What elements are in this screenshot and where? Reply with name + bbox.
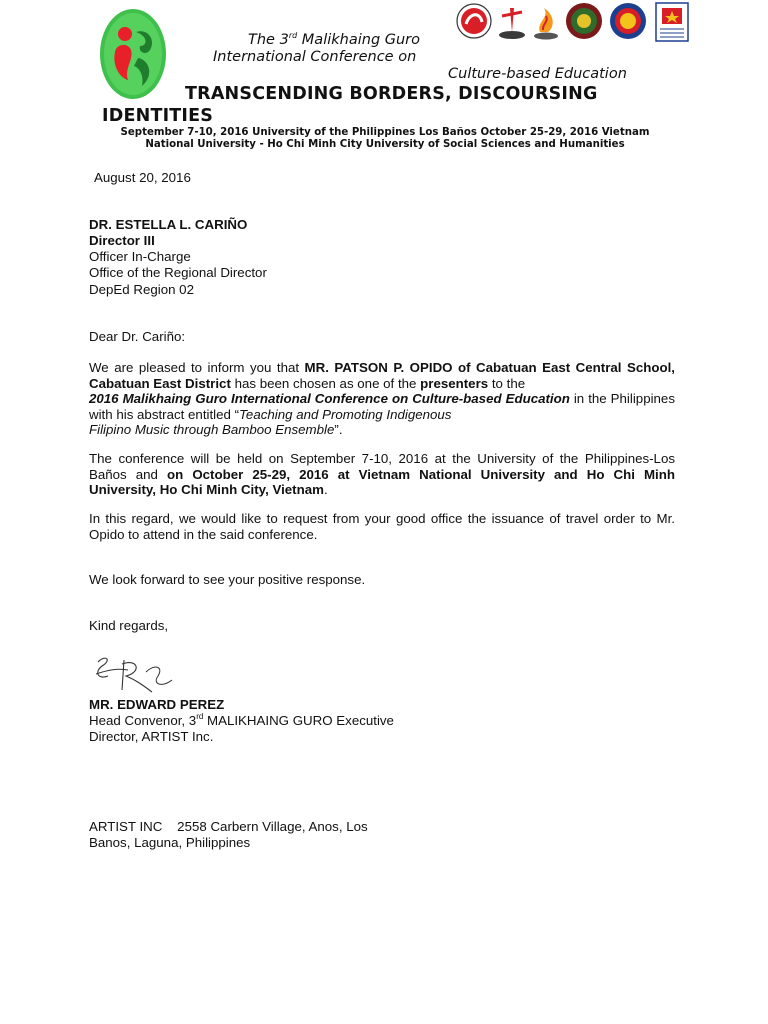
artist-inc-seal-icon [457, 4, 491, 38]
sender-role-line-2: Director, ARTIST Inc. [89, 729, 214, 744]
recipient-title: Director III [89, 233, 155, 248]
recipient-name: DR. ESTELLA L. CARIÑO [89, 217, 248, 232]
asean-seal-icon [610, 3, 646, 39]
paragraph-3: In this regard, we would like to request from your good office the issuance of travel order to Mr. Opido to attend in the said conference. [89, 511, 675, 542]
flame-emblem-icon [534, 8, 558, 40]
closing: Kind regards, [89, 618, 169, 633]
paragraph-1: We are pleased to inform you that MR. PATSON P. OPIDO of Cabatuan East Central School, Cabatuan East District has been chosen as one of the presenters to the 2016 Malikhaing Guro International Conference on Culture-based Education in the Philippines with his abstract entitled “Teaching and Promoting Indigenous Filipino Music through Bamboo Ensemble”. [89, 360, 675, 437]
address-line-1: ARTIST INC 2558 Carbern Village, Anos, Los [89, 819, 368, 834]
malikhaing-guro-logo-icon [98, 6, 168, 102]
dancer-emblem-icon [499, 8, 525, 39]
main-title-line-1: TRANSCENDING BORDERS, DISCOURSING [185, 84, 598, 104]
university-seal-icon [566, 3, 602, 39]
vietnam-university-seal-icon [656, 3, 688, 41]
sender-name: MR. EDWARD PEREZ [89, 697, 225, 712]
conference-subtitle: International Conference on [213, 49, 417, 65]
main-title-line-2: IDENTITIES [102, 106, 214, 126]
partner-emblems [454, 2, 692, 42]
recipient-line-3: DepEd Region 02 [89, 282, 194, 297]
recipient-line-2: Office of the Regional Director [89, 265, 267, 280]
letter-date: August 20, 2016 [94, 170, 191, 185]
paragraph-4: We look forward to see your positive response. [89, 572, 366, 587]
conference-name: The 3rd Malikhaing Guro [248, 31, 421, 48]
paragraph-2: The conference will be held on September 7-10, 2016 at the University of the Philippines-Los Baños and on October 25-29, 2016 at Vietnam National University and Ho Chi Minh University, Ho Chi Minh City, Vietnam. [89, 451, 675, 497]
handwritten-signature-icon [88, 650, 180, 698]
address-line-2: Banos, Laguna, Philippines [89, 835, 251, 850]
salutation: Dear Dr. Cariño: [89, 329, 186, 344]
conference-theme: Culture-based Education [448, 66, 627, 82]
recipient-line-1: Officer In-Charge [89, 249, 191, 264]
sender-role: Head Convenor, 3rd MALIKHAING GURO Executive [89, 712, 394, 728]
conference-dates: September 7-10, 2016 University of the Philippines Los Baños October 25-29, 2016 Vietnam National University - Ho Chi Minh City University of Social Sciences and Humanities [120, 127, 650, 150]
